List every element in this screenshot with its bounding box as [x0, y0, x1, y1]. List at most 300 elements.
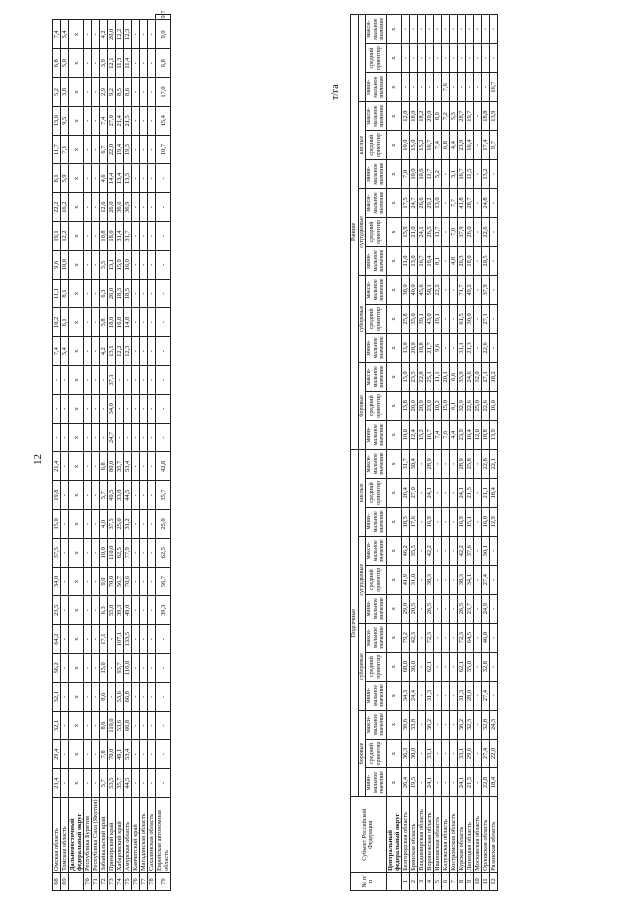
value-cell: 6,6 [449, 362, 457, 391]
value-cell: х [386, 73, 401, 102]
row-subject: Орловская область [481, 797, 489, 872]
value-cell: - [84, 510, 92, 539]
header-stat: макси-мальное значение [366, 710, 387, 739]
value-cell: 7,0 [449, 218, 457, 247]
value-cell: - [449, 73, 457, 102]
value-cell: - [481, 15, 489, 44]
table-row [449, 15, 457, 891]
value-cell: - [473, 189, 481, 218]
value-cell: - [132, 106, 140, 135]
value-cell: 6,3 [100, 596, 108, 625]
value-cell: 26,5 [425, 218, 433, 247]
value-cell: 7,6 [441, 73, 449, 102]
value-cell: - [156, 769, 171, 798]
value-cell: 93,7 [116, 654, 124, 683]
value-cell: х [386, 681, 401, 710]
row-number [386, 872, 401, 890]
value-cell: х [386, 391, 401, 420]
value-cell: 24,9 [481, 594, 489, 623]
value-cell: 13,9 [489, 420, 497, 449]
value-cell: - [92, 308, 100, 337]
value-cell: 23,9 [457, 131, 465, 160]
value-cell: 13,1 [108, 337, 116, 366]
value-cell: - [401, 15, 409, 44]
value-cell: 25,0 [116, 510, 124, 539]
value-cell: 7,6 [441, 420, 449, 449]
value-cell: 11,4 [124, 49, 132, 78]
value-cell: 10,0 [61, 250, 69, 279]
value-cell: - [441, 304, 449, 333]
table-row [401, 15, 409, 891]
value-cell: 24,6 [465, 362, 473, 391]
value-cell: 107,1 [116, 625, 124, 654]
value-cell: - [441, 652, 449, 681]
value-cell: - [132, 250, 140, 279]
value-cell: 18,4 [489, 478, 497, 507]
value-cell: - [417, 15, 425, 44]
value-cell: 5,4 [61, 337, 69, 366]
value-cell: 22,2 [433, 275, 441, 304]
value-cell: 22,1 [489, 449, 497, 478]
value-cell: 6,3 [100, 279, 108, 308]
row-number: 11 [481, 872, 489, 890]
value-cell: 18,0 [409, 102, 417, 131]
value-cell: - [433, 536, 441, 565]
value-cell: 15,0 [441, 391, 449, 420]
value-cell: - [489, 246, 497, 275]
value-cell: 33,1 [457, 739, 465, 768]
value-cell: 34,3 [401, 681, 409, 710]
table-row [100, 15, 108, 891]
value-cell: 32,8 [481, 710, 489, 739]
row-number [69, 873, 84, 891]
value-cell: 27,0 [409, 478, 417, 507]
row-number: 74 [116, 873, 124, 891]
value-cell: - [449, 565, 457, 594]
value-cell: - [417, 478, 425, 507]
value-cell: 6,1 [61, 308, 69, 337]
value-cell: - [140, 250, 148, 279]
value-cell: - [409, 73, 417, 102]
value-cell: 5,8 [100, 308, 108, 337]
value-cell: - [433, 652, 441, 681]
value-cell: - [148, 193, 156, 222]
value-cell: - [449, 304, 457, 333]
value-cell: - [489, 304, 497, 333]
value-cell: - [156, 193, 171, 222]
value-cell: - [465, 73, 473, 102]
value-cell: - [61, 394, 69, 423]
value-cell: - [441, 160, 449, 189]
value-cell: 16,0 [489, 391, 497, 420]
value-cell: 28,0 [465, 681, 473, 710]
value-cell: 28,7 [465, 189, 473, 218]
value-cell: х [386, 739, 401, 768]
value-cell: 27,4 [481, 681, 489, 710]
value-cell: 22,0 [108, 135, 116, 164]
value-cell: - [148, 279, 156, 308]
value-cell: - [132, 538, 140, 567]
value-cell: - [132, 769, 140, 798]
table-row [433, 15, 441, 891]
value-cell: - [433, 768, 441, 797]
value-cell: - [132, 510, 140, 539]
value-cell: х [69, 78, 84, 107]
value-cell: 32,0 [473, 362, 481, 391]
value-cell: х [386, 102, 401, 131]
value-cell: 34,0 [108, 394, 116, 423]
value-cell: - [84, 394, 92, 423]
value-cell: 21,3 [465, 333, 473, 362]
value-cell: - [92, 740, 100, 769]
value-cell: - [92, 135, 100, 164]
value-cell: - [61, 366, 69, 395]
value-cell: - [441, 768, 449, 797]
value-cell: 27,1 [481, 362, 489, 391]
value-cell: - [61, 711, 69, 740]
value-cell: 14,4 [108, 164, 116, 193]
value-cell: 33,1 [425, 739, 433, 768]
value-cell: - [92, 164, 100, 193]
row-number: 8 [457, 872, 465, 890]
value-cell: - [132, 481, 140, 510]
value-cell: 26,3 [457, 246, 465, 275]
value-cell: 20,0 [425, 102, 433, 131]
value-cell: 17,1 [100, 625, 108, 654]
value-cell: 21,1 [481, 478, 489, 507]
value-cell: - [417, 73, 425, 102]
value-cell: 64,2 [53, 625, 61, 654]
value-cell: 7,8 [100, 740, 108, 769]
value-cell: 2,9 [100, 78, 108, 107]
table-row [386, 15, 401, 891]
table-row [132, 15, 140, 891]
value-cell: - [433, 710, 441, 739]
value-cell: - [441, 739, 449, 768]
value-cell: - [100, 394, 108, 423]
row-subject: Владимирская область [417, 797, 425, 872]
value-cell: - [92, 596, 100, 625]
value-cell: - [441, 44, 449, 73]
value-cell: 6,8 [100, 452, 108, 481]
value-cell: - [61, 596, 69, 625]
row-subject: Московская область [473, 797, 481, 872]
value-cell: 13,9 [489, 102, 497, 131]
value-cell: 20,9 [417, 391, 425, 420]
value-cell: 4,4 [449, 131, 457, 160]
row-number: 69 [61, 873, 69, 891]
value-cell: - [417, 652, 425, 681]
value-cell: 42,2 [457, 536, 465, 565]
value-cell: 72,3 [425, 623, 433, 652]
value-cell: 29,6 [465, 739, 473, 768]
value-cell: - [100, 366, 108, 395]
value-cell: - [84, 538, 92, 567]
value-cell: 31,3 [425, 681, 433, 710]
value-cell: - [84, 654, 92, 683]
value-cell: - [409, 15, 417, 44]
value-cell: 24,1 [425, 478, 433, 507]
row-number: 9 [465, 872, 473, 890]
value-cell: 17,6 [409, 507, 417, 536]
value-cell: - [132, 740, 140, 769]
value-cell: 38,3 [457, 565, 465, 594]
value-cell: 116,8 [124, 654, 132, 683]
value-cell: - [84, 682, 92, 711]
value-cell: - [156, 740, 171, 769]
value-cell: 12,2 [116, 337, 124, 366]
value-cell: х [386, 536, 401, 565]
value-cell: - [132, 135, 140, 164]
table-row [148, 15, 156, 891]
value-cell: 12,0 [473, 420, 481, 449]
value-cell: 25,0 [473, 391, 481, 420]
value-cell: 36,2 [457, 710, 465, 739]
value-cell: - [140, 78, 148, 107]
value-cell: - [489, 594, 497, 623]
value-cell: 13,0 [401, 333, 409, 362]
value-cell: х [69, 452, 84, 481]
value-cell: - [473, 565, 481, 594]
value-cell: х [69, 481, 84, 510]
value-cell: 23,5 [53, 596, 61, 625]
value-cell: 42,8 [156, 452, 171, 481]
value-cell: 10,7 [156, 135, 171, 164]
value-cell: - [473, 246, 481, 275]
value-cell: - [156, 250, 171, 279]
value-cell: 29,2 [425, 189, 433, 218]
value-cell: 41,8 [457, 189, 465, 218]
value-cell: 16,9 [425, 507, 433, 536]
value-cell: - [473, 44, 481, 73]
value-cell: - [132, 682, 140, 711]
value-cell: х [69, 711, 84, 740]
value-cell: 28,9 [425, 449, 433, 478]
header-stat: макси-мальное значение [366, 189, 387, 218]
header-stat: мини-мальное значение [366, 507, 387, 536]
value-cell: 20,5 [409, 594, 417, 623]
value-cell: 11,7 [433, 218, 441, 247]
header-stat: средний ориентир [366, 44, 387, 73]
header-num: № п/п [351, 872, 387, 890]
row-subject: Костромская область [449, 797, 457, 872]
value-cell: - [140, 711, 148, 740]
row-subject: Еврейская автономная область [156, 798, 171, 873]
value-cell: 39,3 [156, 596, 171, 625]
value-cell: 14,8 [124, 308, 132, 337]
value-cell: - [148, 567, 156, 596]
value-cell: 43,0 [425, 304, 433, 333]
row-subject: Липецкая область [465, 797, 473, 872]
value-cell: 79,2 [401, 623, 409, 652]
value-cell: 19,5 [409, 768, 417, 797]
value-cell: х [386, 710, 401, 739]
value-cell: - [140, 337, 148, 366]
value-cell: - [148, 20, 156, 49]
value-cell: - [457, 73, 465, 102]
value-cell: 32,1 [53, 682, 61, 711]
value-cell: - [441, 333, 449, 362]
value-cell: 5,3 [449, 102, 457, 131]
value-cell: 42,2 [425, 536, 433, 565]
value-cell: х [386, 449, 401, 478]
value-cell: 5,9 [61, 164, 69, 193]
table-row [140, 15, 148, 891]
value-cell: 26,5 [425, 594, 433, 623]
value-cell: - [441, 449, 449, 478]
value-cell: 12,4 [409, 420, 417, 449]
value-cell: 17,5 [401, 189, 409, 218]
value-cell: - [92, 20, 100, 49]
value-cell: - [148, 654, 156, 683]
value-cell: - [108, 625, 116, 654]
row-subject: Центральный федеральный округ [386, 797, 401, 872]
value-cell: 18,5 [124, 279, 132, 308]
row-subject: Калужская область [441, 797, 449, 872]
bottom-table [350, 14, 498, 891]
value-cell: 20,5 [481, 246, 489, 275]
value-cell: 18,8 [481, 102, 489, 131]
value-cell: 19,5 [124, 135, 132, 164]
value-cell: - [449, 275, 457, 304]
value-cell: - [417, 681, 425, 710]
value-cell: 16,0 [481, 507, 489, 536]
value-cell: х [386, 15, 401, 44]
value-cell: - [441, 218, 449, 247]
value-cell: 71,7 [457, 275, 465, 304]
value-cell: 24,1 [417, 218, 425, 247]
value-cell: 23,9 [457, 420, 465, 449]
value-cell: 5,5 [100, 250, 108, 279]
value-cell: - [489, 189, 497, 218]
value-cell: - [148, 769, 156, 798]
row-number: 4 [425, 872, 433, 890]
value-cell: - [132, 452, 140, 481]
value-cell: - [140, 135, 148, 164]
value-cell: 10,2 [53, 308, 61, 337]
value-cell: - [441, 565, 449, 594]
row-subject: Томская область [61, 798, 69, 873]
value-cell: 10,8 [100, 222, 108, 251]
value-cell: - [449, 652, 457, 681]
value-cell: - [140, 193, 148, 222]
value-cell: - [140, 567, 148, 596]
value-cell: 30,0 [401, 275, 409, 304]
value-cell: 35,0 [409, 304, 417, 333]
value-cell: - [53, 394, 61, 423]
header-kis-1: кислые [358, 449, 366, 536]
value-cell: - [489, 44, 497, 73]
value-cell: - [84, 567, 92, 596]
value-cell: 6,1 [449, 391, 457, 420]
row-subject: Республика Бурятия [84, 798, 92, 873]
value-cell: - [417, 507, 425, 536]
value-cell: - [433, 594, 441, 623]
value-cell: 4,6 [100, 164, 108, 193]
value-cell: 3,8 [61, 78, 69, 107]
value-cell: - [433, 565, 441, 594]
value-cell: х [69, 625, 84, 654]
value-cell: 25,8 [465, 449, 473, 478]
value-cell: - [401, 73, 409, 102]
row-number: 12 [489, 872, 497, 890]
value-cell: - [409, 44, 417, 73]
row-subject: Камчатский край [132, 798, 140, 873]
value-cell: 20,0 [409, 391, 417, 420]
value-cell: 70,0 [108, 567, 116, 596]
value-cell: 5,2 [433, 160, 441, 189]
value-cell: - [473, 594, 481, 623]
value-cell: 13,0 [433, 189, 441, 218]
value-cell: 66,8 [124, 711, 132, 740]
value-cell: - [148, 366, 156, 395]
value-cell: - [84, 337, 92, 366]
value-cell: х [69, 193, 84, 222]
value-cell: 23,0 [425, 391, 433, 420]
value-cell: 15,0 [100, 654, 108, 683]
value-cell: - [449, 536, 457, 565]
value-cell: - [417, 739, 425, 768]
value-cell: 12,0 [401, 102, 409, 131]
value-cell: 32,1 [53, 711, 61, 740]
value-cell: - [417, 536, 425, 565]
value-cell: 15,9 [401, 218, 409, 247]
value-cell: 62,1 [457, 652, 465, 681]
value-cell: - [489, 275, 497, 304]
value-cell: 39,1 [417, 304, 425, 333]
value-cell: 9,5 [61, 106, 69, 135]
row-number: 70 [84, 873, 92, 891]
row-number: 76 [132, 873, 140, 891]
header-stat: мини-мальное значение [366, 73, 387, 102]
value-cell: 39,3 [116, 596, 124, 625]
value-cell: 4,2 [100, 20, 108, 49]
value-cell: 8,1 [433, 246, 441, 275]
value-cell: х [69, 222, 84, 251]
value-cell: х [386, 304, 401, 333]
header-stat: мини-мальное значение [366, 246, 387, 275]
value-cell: 50,1 [425, 275, 433, 304]
value-cell: 39,6 [401, 710, 409, 739]
value-cell: 35,7 [116, 769, 124, 798]
value-cell: 19,7 [465, 102, 473, 131]
value-cell: 26,5 [457, 594, 465, 623]
value-cell: - [449, 623, 457, 652]
value-cell: - [84, 78, 92, 107]
value-cell: 28,7 [457, 102, 465, 131]
header-extra [358, 15, 366, 102]
value-cell: - [148, 308, 156, 337]
value-cell: 30,0 [465, 304, 473, 333]
value-cell: 4,2 [100, 337, 108, 366]
value-cell: 22,6 [481, 391, 489, 420]
value-cell: - [441, 15, 449, 44]
value-cell: 29,4 [53, 740, 61, 769]
value-cell: 28,9 [457, 449, 465, 478]
value-cell: - [441, 710, 449, 739]
value-cell: - [140, 106, 148, 135]
value-cell: 4,8 [449, 246, 457, 275]
value-cell: 49,1 [116, 740, 124, 769]
value-cell: 23,5 [409, 362, 417, 391]
value-cell: х [69, 769, 84, 798]
value-cell: - [124, 423, 132, 452]
value-cell: 8,1 [61, 279, 69, 308]
header-group-high: Подсечные [351, 449, 359, 797]
value-cell: 11,0 [401, 246, 409, 275]
value-cell: 23,7 [465, 594, 473, 623]
value-cell: - [84, 596, 92, 625]
